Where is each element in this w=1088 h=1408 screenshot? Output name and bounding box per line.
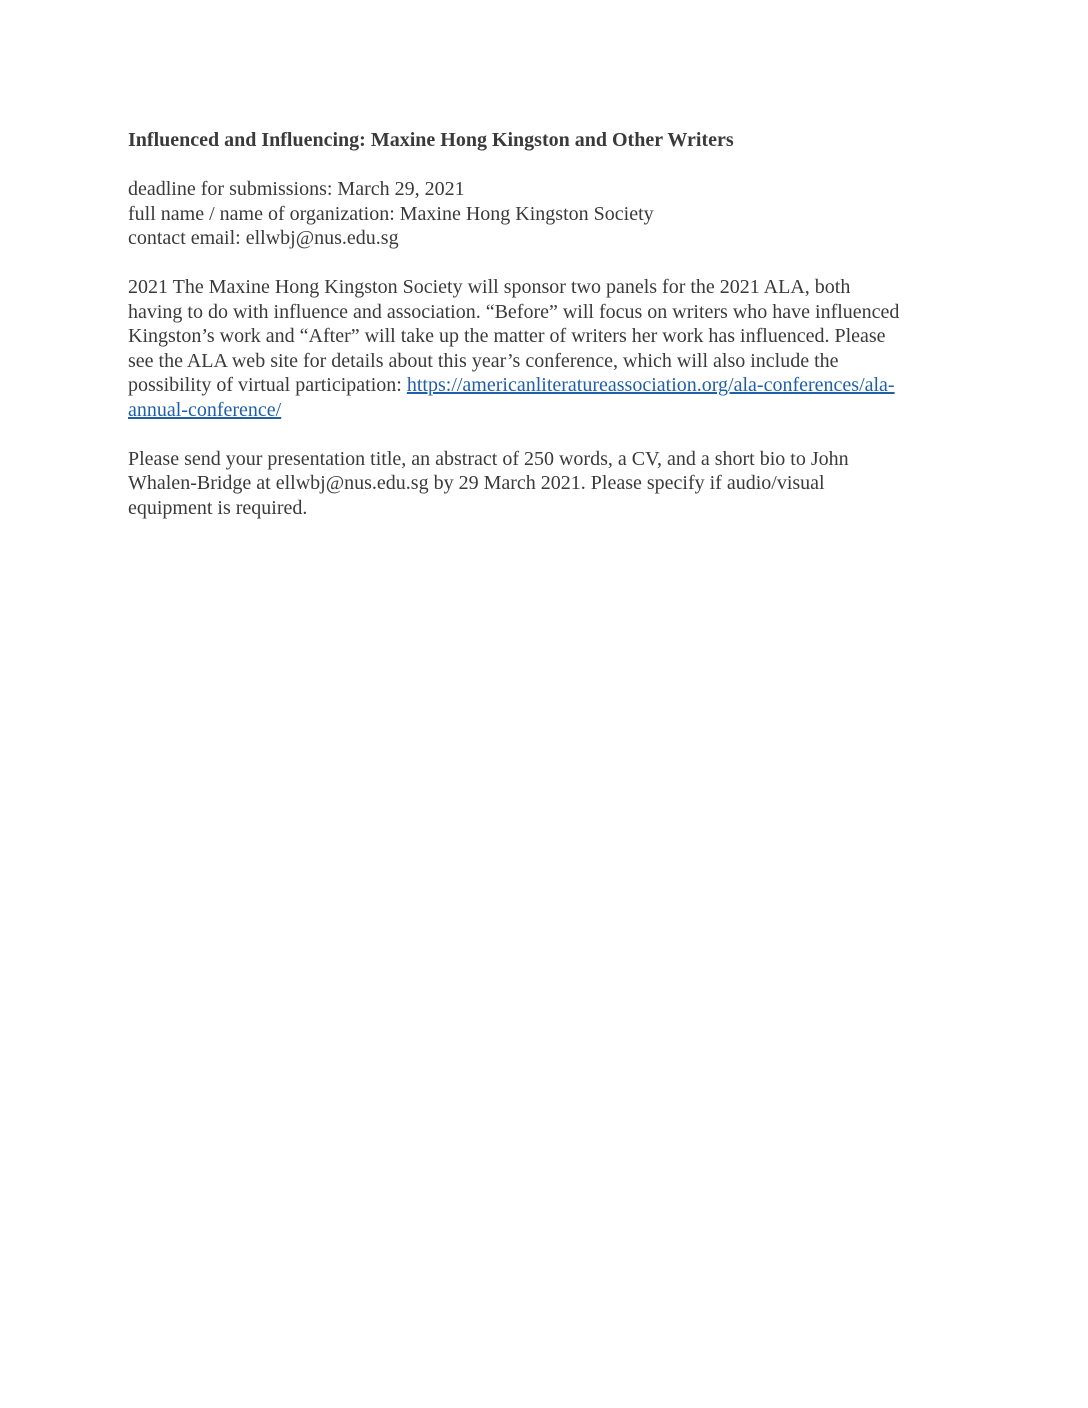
link-prefix-text: possibility of virtual participation: — [128, 374, 407, 396]
document-title: Influenced and Influencing: Maxine Hong Kingston and Other Writers — [128, 129, 734, 151]
paragraph-line: Kingston’s work and “After” will take up the matter of writers her work has influenced. Please — [128, 325, 886, 347]
paragraph-line: 2021 The Maxine Hong Kingston Society will sponsor two panels for the 2021 ALA, both — [128, 276, 851, 298]
paragraph-line: Whalen-Bridge at ellwbj@nus.edu.sg by 29 March 2021. Please specify if audio/visual — [128, 472, 825, 494]
document-content — [128, 128, 958, 520]
ala-conference-link-continued[interactable]: annual-conference/ — [128, 398, 282, 421]
ala-conference-link[interactable]: https://americanliteratureassociation.org/ala-conferences/ala- — [406, 374, 895, 396]
paragraph-line — [128, 373, 958, 398]
submission-details — [128, 177, 958, 251]
paragraph-line: equipment is required. — [128, 496, 308, 519]
paragraph-line: having to do with influence and association. “Before” will focus on writers who have influenced — [128, 300, 900, 323]
submission-instructions-paragraph — [128, 447, 958, 521]
paragraph-line — [128, 398, 958, 423]
deadline-line: deadline for submissions: March 29, 2021 — [128, 178, 465, 200]
organization-line: full name / name of organization: Maxine Hong Kingston Society — [128, 202, 654, 225]
description-paragraph — [128, 275, 958, 422]
paragraph-line: see the ALA web site for details about this year’s conference, which will also include the — [128, 349, 839, 372]
contact-email-line: contact email: ellwbj@nus.edu.sg — [128, 227, 399, 249]
paragraph-line: Please send your presentation title, an abstract of 250 words, a CV, and a short bio to John — [128, 447, 849, 470]
